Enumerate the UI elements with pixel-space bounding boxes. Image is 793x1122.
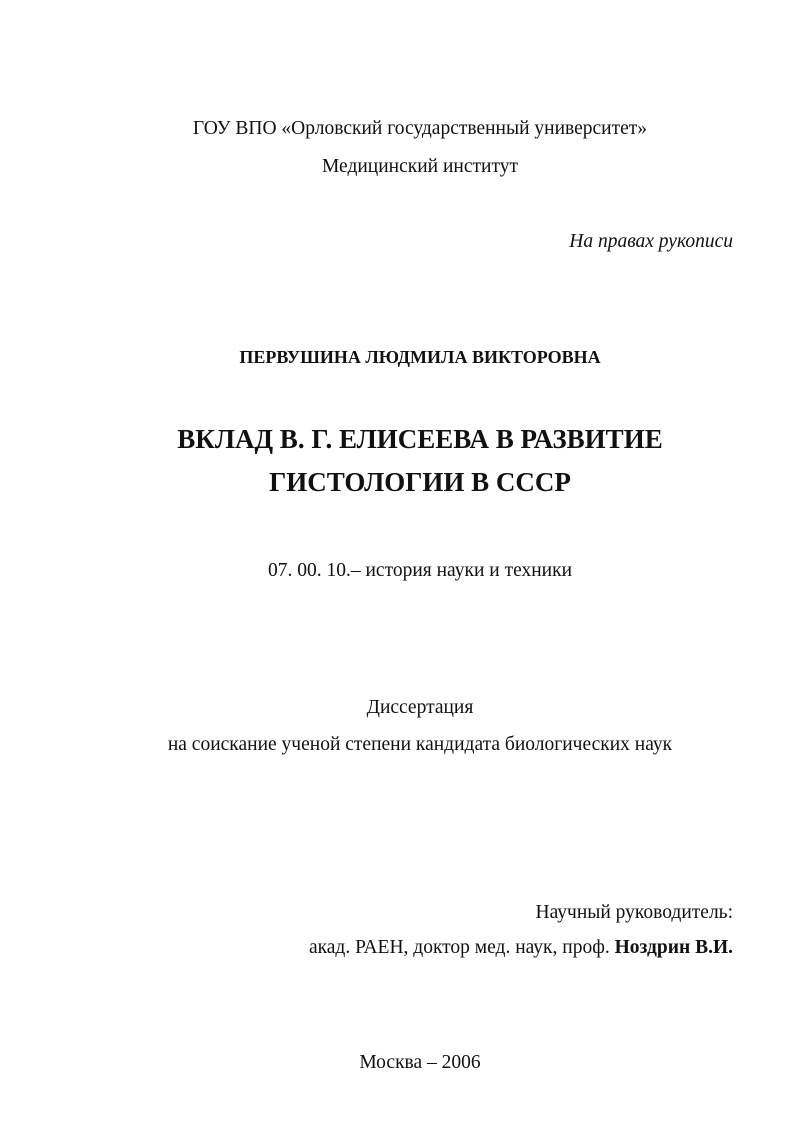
manuscript-note: На правах рукописи xyxy=(569,231,733,252)
document-type: Диссертация xyxy=(366,697,474,718)
institution: ГОУ ВПО «Орловский государственный университет» xyxy=(192,118,648,139)
supervisor-label: Научный руководитель: xyxy=(535,902,733,923)
degree: на соискание ученой степени кандидата биологических наук xyxy=(167,734,673,755)
title-line-2: ГИСТОЛОГИИ В СССР xyxy=(269,467,571,497)
supervisor xyxy=(309,938,733,958)
author-name: ПЕРВУШИНА ЛЮДМИЛА ВИКТОРОВНА xyxy=(239,347,601,367)
title-line-1: ВКЛАД В. Г. ЕЛИСЕЕВА В РАЗВИТИЕ xyxy=(177,424,663,454)
supervisor-name: Ноздрин В.И. xyxy=(614,937,733,958)
supervisor-titles: акад. РАЕН, доктор мед. наук, проф. xyxy=(308,937,610,958)
institute: Медицинский институт xyxy=(321,156,519,177)
place-year: Москва – 2006 xyxy=(359,1052,481,1073)
specialty: 07. 00. 10.– история науки и техники xyxy=(267,560,573,581)
